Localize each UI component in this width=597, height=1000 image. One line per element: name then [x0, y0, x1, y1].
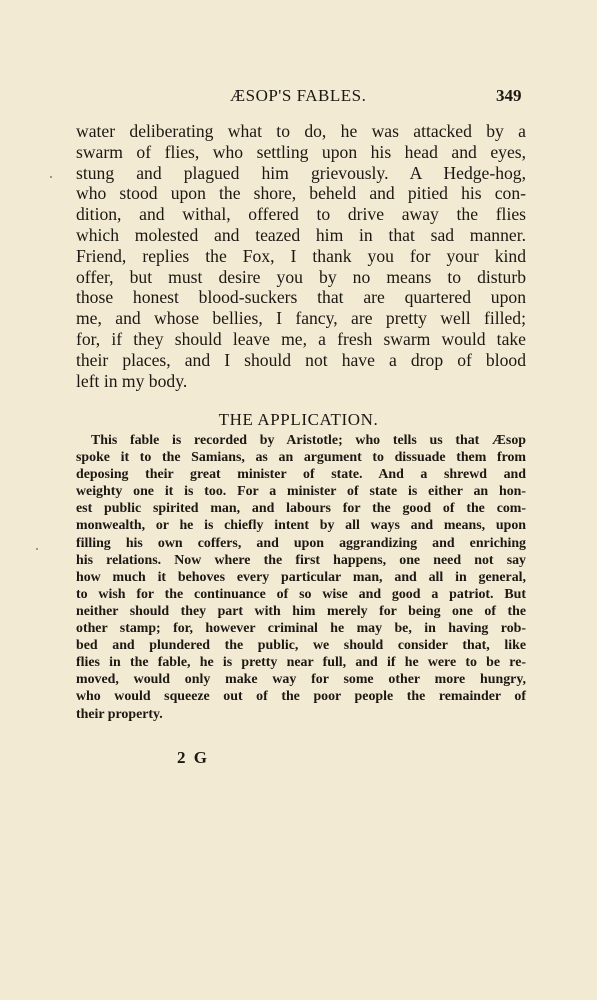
running-title: ÆSOP'S FABLES.: [230, 86, 367, 105]
fable-line: Friend, replies the Fox, I thank you for your kind: [76, 245, 526, 266]
fable-line: swarm of flies, who settling upon his head and eyes,: [76, 141, 526, 162]
fable-text: [76, 121, 526, 391]
fable-line: offer, but must desire you by no means to disturb: [76, 266, 526, 287]
application-heading: THE APPLICATION.: [218, 410, 379, 429]
application-line: his relations. Now where the first happens, one need not say: [76, 552, 526, 568]
application-line: bed and plundered the public, we should consider that, like: [76, 638, 526, 654]
application-line: deposing their great minister of state. And a shrewd and: [76, 467, 526, 483]
paper-speck: [36, 548, 38, 550]
fable-line: who stood upon the shore, beheld and pitied his con-: [76, 183, 526, 204]
fable-line: which molested and teazed him in that sad manner.: [76, 224, 526, 245]
application-line: how much it behoves every particular man, and all in general,: [76, 569, 526, 585]
application-line: other stamp; for, however criminal he may be, in having rob-: [76, 621, 526, 637]
paper-speck: [50, 176, 52, 178]
application-text: [76, 432, 526, 723]
running-head: [0, 86, 597, 110]
application-line: filling his own coffers, and upon aggrandizing and enriching: [76, 535, 526, 551]
fable-line: left in my body.: [76, 370, 188, 391]
application-line: monwealth, or he is chiefly intent by all ways and means, upon: [76, 518, 526, 534]
application-line: moved, would only make way for some other more hungry,: [76, 672, 526, 688]
fable-line: stung and plagued him grievously. A Hedge-hog,: [76, 162, 526, 183]
fable-line: their places, and I should not have a drop of blood: [76, 349, 526, 370]
signature-mark: 2 G: [177, 748, 209, 767]
page-number: 349: [496, 86, 522, 105]
application-line: weighty one it is too. For a minister of state is either an hon-: [76, 484, 526, 500]
application-line: flies in the fable, he is pretty near full, and if he were to be re-: [76, 655, 526, 671]
application-line: who would squeeze out of the poor people the remainder of: [76, 689, 526, 705]
fable-line: for, if they should leave me, a fresh swarm would take: [76, 328, 526, 349]
application-line: spoke it to the Samians, as an argument to dissuade them from: [76, 450, 526, 466]
application-line: This fable is recorded by Aristotle; who tells us that Æsop: [91, 433, 526, 448]
application-line: their property.: [76, 706, 163, 722]
fable-line: water deliberating what to do, he was attacked by a: [76, 121, 526, 141]
application-line: est public spirited man, and labours for the good of the com-: [76, 501, 526, 517]
application-line: neither should they part with him merely for being one of the: [76, 603, 526, 619]
fable-line: dition, and withal, offered to drive away the flies: [76, 204, 526, 225]
fable-line: those honest blood-suckers that are quartered upon: [76, 287, 526, 308]
fable-line: me, and whose bellies, I fancy, are pretty well filled;: [76, 308, 526, 329]
application-line: to wish for the continuance of so wise and good a patriot. But: [76, 586, 526, 602]
